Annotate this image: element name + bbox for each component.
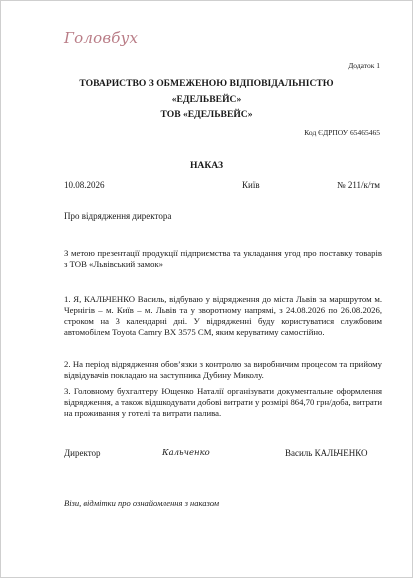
visa-note: Візи, відмітки про ознайомлення з наказом [64,498,220,508]
order-purpose: З метою презентації продукції підприємства та укладання угод про поставку товарів з ТОВ «Львівський замок» [64,248,382,269]
signer-role: Директор [64,448,101,458]
company-full-name: ТОВАРИСТВО З ОБМЕЖЕНОЮ ВІДПОВІДАЛЬНІСТЮ [79,78,334,89]
company-short-name: ТОВ «ЕДЕЛЬВЕЙС» [160,109,253,120]
order-paragraph-1: 1. Я, КАЛЬЧЕНКО Василь, відбуваю у відрядження до міста Львів за маршрутом м. Чернігів – м. Київ – м. Львів та у зворотному напрямі, з 24.08.2026 по 26.08.2026, строком на 3 календарні дні. У відрядженні буду користуватися службовим автомобілем Toyota Camry BX 3575 CM, яким керуватиму самостійно. [64,294,382,337]
logo: Головбух [64,29,139,47]
order-paragraph-2: 2. На період відрядження обов’язки з контролю за виробничим процесом та прийому відвідувачів покладаю на заступника Дубину Миколу. [64,359,382,380]
order-city: Київ [242,180,260,190]
handwritten-signature: Кальченко [162,448,210,458]
document-title: НАКАЗ [189,160,224,171]
order-subject: Про відрядження директора [64,211,172,221]
edrpou-code: Код ЄДРПОУ 65465465 [304,128,380,137]
appendix-label: Додаток 1 [348,61,380,70]
order-number: № 211/к/тм [336,180,380,190]
company-header [1,76,412,123]
company-brand: «ЕДЕЛЬВЕЙС» [171,93,242,105]
signer-name: Василь КАЛЬЧЕНКО [285,448,368,458]
order-paragraph-3: 3. Головному бухгалтеру Ющенко Наталії організувати документальне оформлення відрядження, а також відшкодувати добові витрати у розмірі 864,70 грн/доба, витрати на проживання у готелі та витрати палива. [64,386,382,418]
order-date: 10.08.2026 [64,180,105,190]
